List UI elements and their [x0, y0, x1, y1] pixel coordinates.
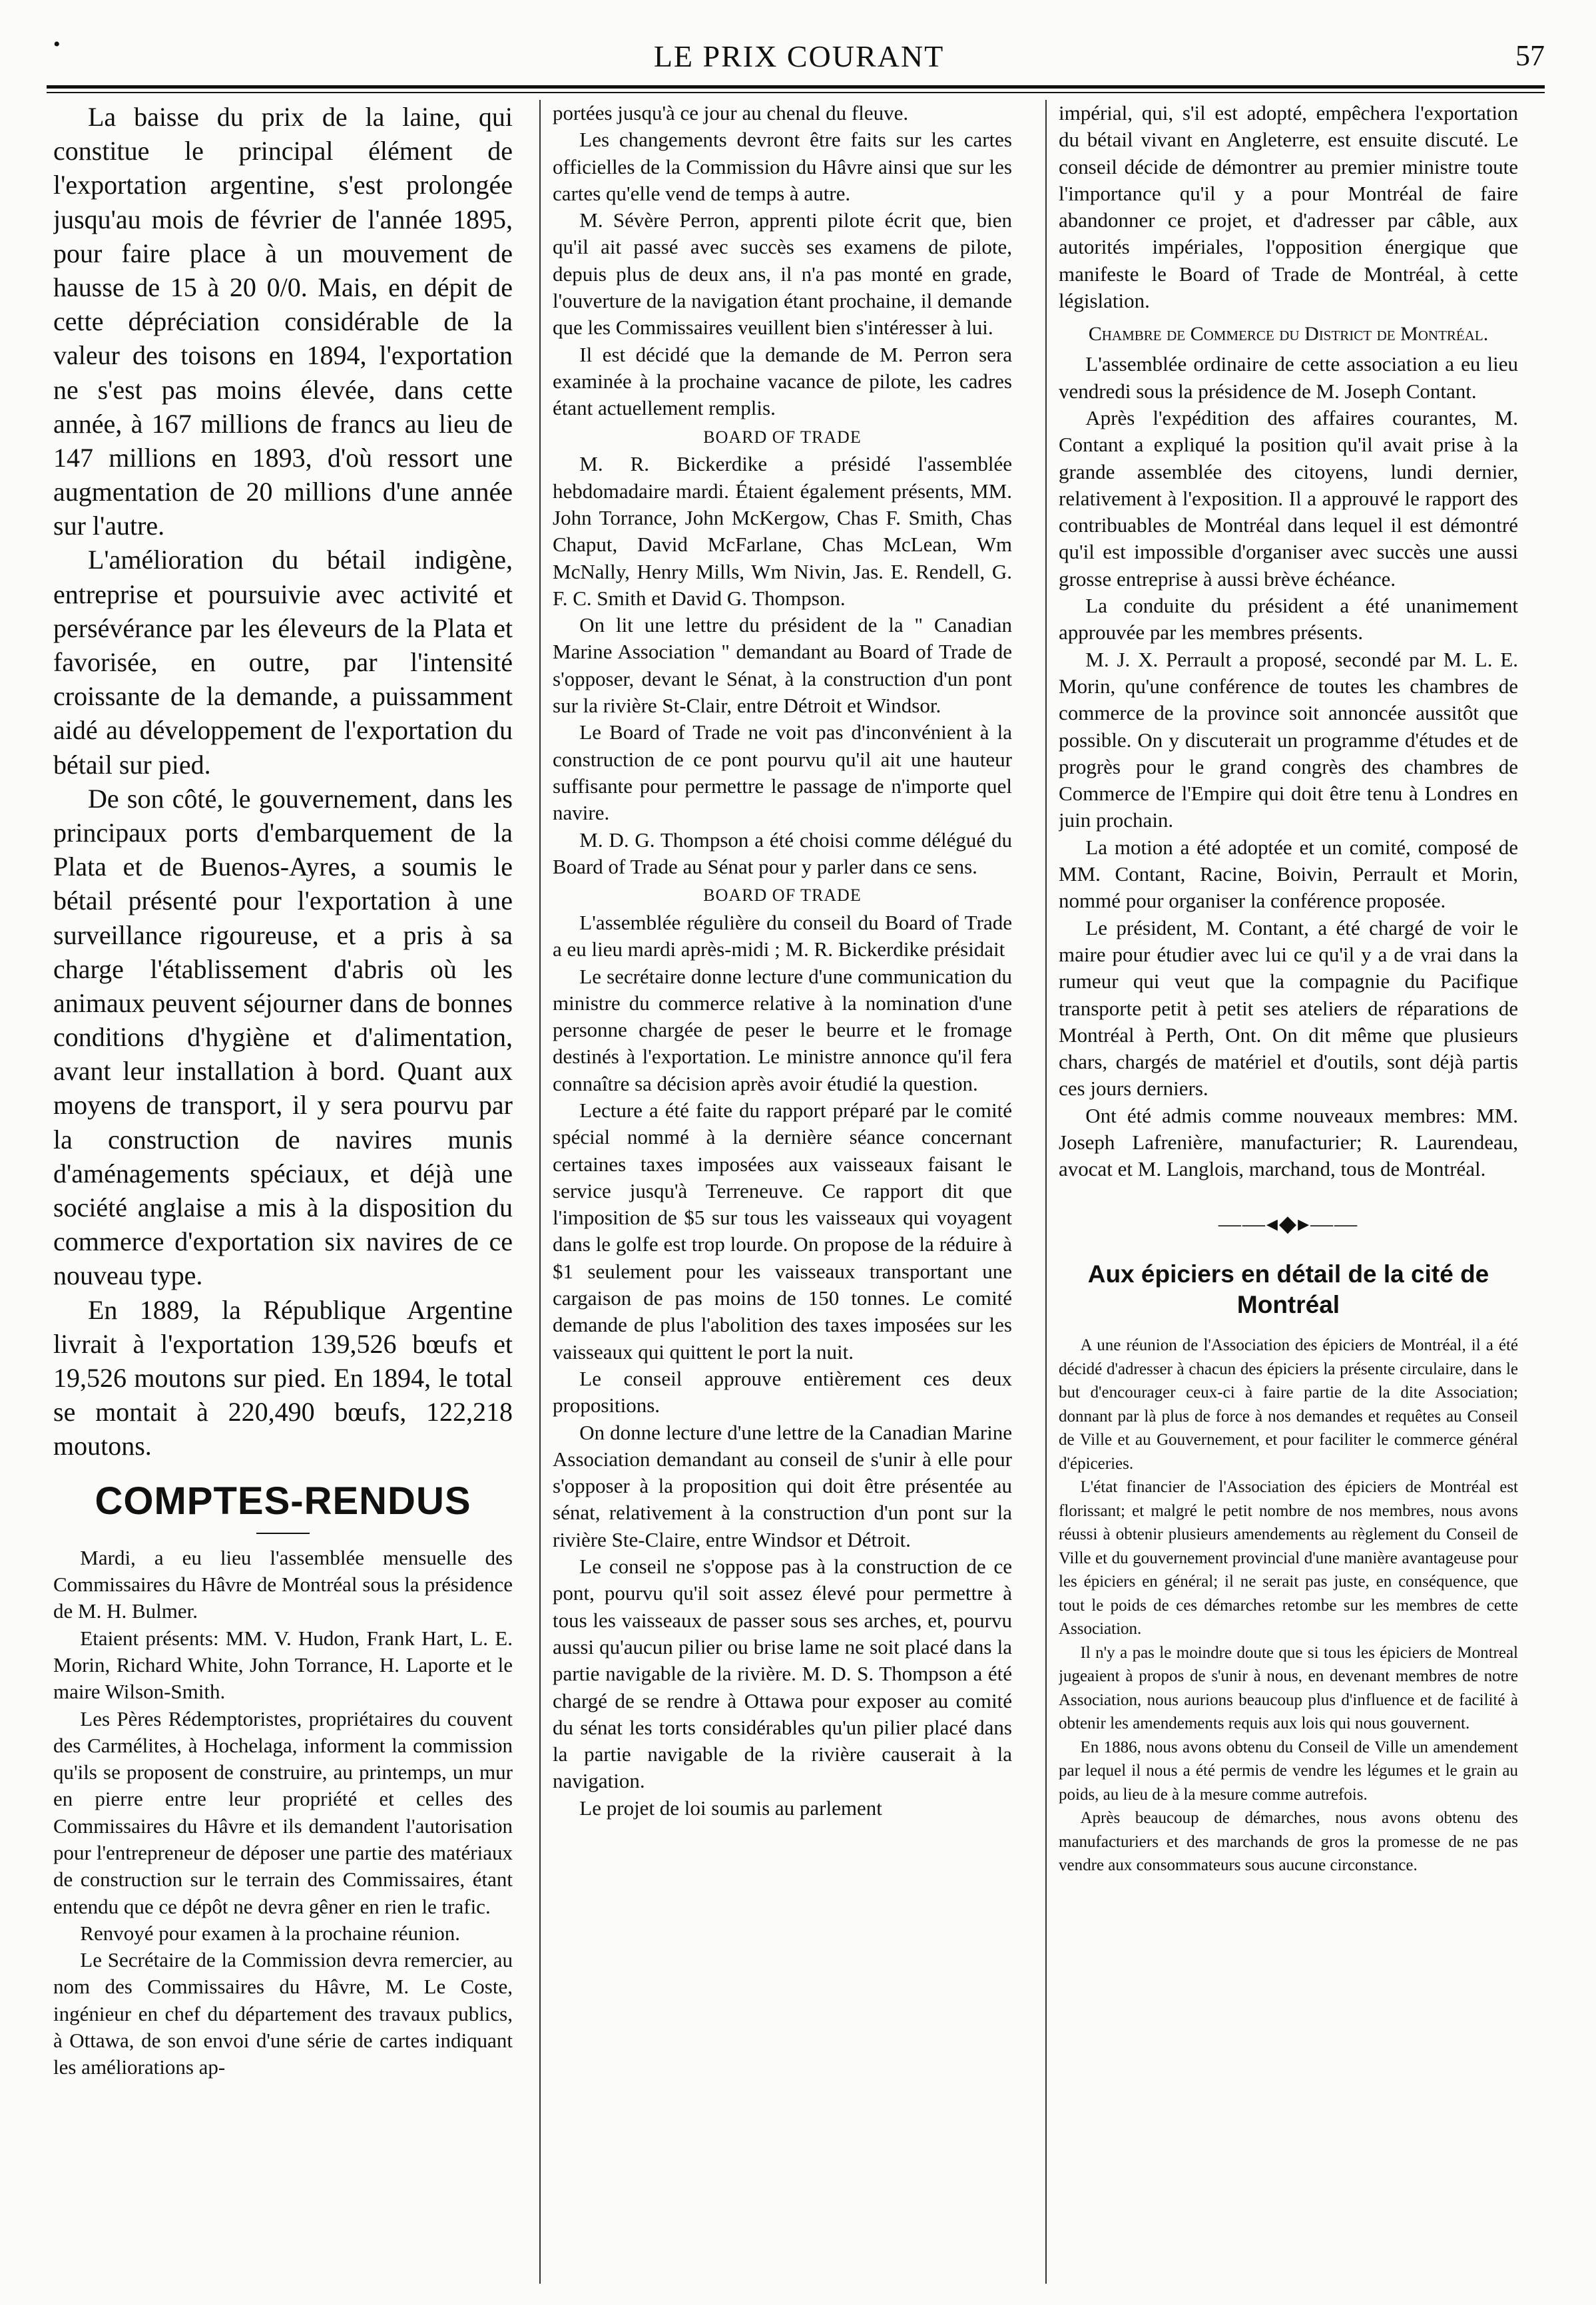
article-paragraph: Le secrétaire donne lecture d'une communication du ministre du commerce relative à la nomination d'une personne chargée de peser le beurre et le fromage destinés à l'exportation. Le ministre annonce qu'il fera connaître sa décision après avoir étudié la question.	[553, 964, 1012, 1095]
column-2	[553, 100, 1012, 2284]
running-title: LE PRIX COURANT	[653, 39, 945, 73]
article-paragraph: Le projet de loi soumis au parlement	[579, 1796, 882, 1820]
article-paragraph: Les Pères Rédemptoristes, propriétaires du couvent des Carmélites, à Hochelaga, informent la commission qu'ils se proposent de construire, au printemps, un mur en pierre entre leur propriété et celles des Commissaires du Hâvre et ils demandent l'autorisation pour l'entrepreneur de déposer une partie des matériaux de construction sur le terrain des Commissaires, étant entendu que ce dépôt ne devra gêner en rien le trafic.	[53, 1706, 513, 1918]
column-1	[53, 100, 513, 2284]
section-heading-epiciers: Aux épiciers en détail de la cité de Montréal	[1087, 1260, 1489, 1319]
article-paragraph: L'état financier de l'Association des épiciers de Montréal est florissant; et malgré le petit nombre de nos membres, nous avons réussi à obtenir plusieurs amendements au règlement du Conseil de Ville et du gouvernement provincial d'une manière avantageuse pour les épiciers en général; il ne serait pas juste, en conséquence, que tout le poids de ces démarches retombe sur les membres de cette Association.	[1059, 1478, 1518, 1639]
article-paragraph: M. Sévère Perron, apprenti pilote écrit que, bien qu'il ait passé avec succès ses examens de pilote, depuis plus de deux ans, il n'a pas monté en grade, l'ouverture de la navigation étant prochaine, il demande que les Commissaires veuillent bien s'intéresser à lui.	[553, 208, 1012, 340]
article-paragraph: Renvoyé pour examen à la prochaine réunion.	[80, 1921, 460, 1945]
article-paragraph: Mardi, a eu lieu l'assemblée mensuelle des Commissaires du Hâvre de Montréal sous la présidence de M. H. Bulmer.	[53, 1545, 513, 1623]
article-paragraph: Ont été admis comme nouveaux membres: MM. Joseph Lafrenière, manufacturier; R. Laurendeau, avocat et M. Langlois, marchand, tous de Montréal.	[1059, 1103, 1518, 1181]
article-paragraph: La motion a été adoptée et un comité, composé de MM. Contant, Racine, Boivin, Perrault et Morin, nommé pour organiser la conférence proposée.	[1059, 835, 1518, 913]
page-header	[53, 27, 1545, 87]
ornament-divider: ——◂◆▸——	[1218, 1211, 1359, 1236]
article-paragraph: La baisse du prix de la laine, qui constitue le principal élément de l'exportation argentine, s'est prolongée jusqu'au mois de février de l'année 1895, pour faire place à un mouvement de hausse de 15 à 20 0/0. Mais, en dépit de cette dépréciation considérable de la valeur des toisons en 1894, l'exportation ne s'est pas moins élevée, dans cette année, à 167 millions de francs au lieu de 147 millions en 1893, d'où ressort une augmentation de 20 millions d'une année sur l'autre.	[53, 102, 513, 541]
article-paragraph: Les changements devront être faits sur les cartes officielles de la Commission du Hâvre ainsi que sur les cartes qu'elle vend de temps à autre.	[553, 128, 1012, 205]
circular-body	[1059, 1334, 1518, 1878]
article-paragraph: En 1886, nous avons obtenu du Conseil de Ville un amendement par lequel il nous a été permis de vendre les légumes et le grain au poids, au lieu de à la mesure comme autrefois.	[1059, 1738, 1518, 1804]
article-paragraph: Après l'expédition des affaires courantes, M. Contant a expliqué la position qu'il avait prise à la grande assemblée des citoyens, lundi dernier, relativement à l'exposition. Il a approuvé le rapport des contribuables de Montréal dans lequel il est démontré qu'il est impossible d'organiser avec succès une aussi grosse entreprise à aussi brève échéance.	[1059, 405, 1518, 591]
article-paragraph: Il est décidé que la demande de M. Perron sera examinée à la prochaine vacance de pilote, les cadres étant actuellement remplis.	[553, 342, 1012, 420]
article-paragraph: La conduite du président a été unanimement approuvée par les membres présents.	[1059, 594, 1518, 644]
article-paragraph: L'amélioration du bétail indigène, entreprise et poursuivie avec activité et persévérance par les éleveurs de la Plata et favorisée, en outre, par l'intensité croissante de la demande, a puissamment aidé au développement de l'exportation du bétail sur pied.	[53, 545, 513, 780]
article-paragraph: M. D. G. Thompson a été choisi comme délégué du Board of Trade au Sénat pour y parler dans ce sens.	[553, 828, 1012, 878]
page-number: 57	[1515, 39, 1545, 72]
article-paragraph: On lit une lettre du président de la " Canadian Marine Association " demandant au Board of Trade de s'opposer, devant le Sénat, à la construction d'un pont sur la rivière St-Clair, entre Détroit et Windsor.	[553, 613, 1012, 718]
article-paragraph: M. R. Bickerdike a présidé l'assemblée hebdomadaire mardi. Étaient également présents, MM. John Torrance, John McKergow, Chas F. Smith, Chas Chaput, David McFarlane, Chas McLean, Wm McNally, Henry Mills, Wm Nivin, Jas. E. Rendell, G. F. C. Smith et David G. Thompson.	[553, 452, 1012, 610]
article-paragraph: Le conseil approuve entièrement ces deux propositions.	[553, 1366, 1012, 1417]
column-separator	[1045, 100, 1047, 2284]
heading-rule	[256, 1533, 310, 1534]
article-paragraph: A une réunion de l'Association des épiciers de Montréal, il a été décidé d'adresser à chacun des épiciers la présente circulaire, dans le but d'encourager ceux-ci à faire partie de la dite Association; donnant par là plus de force à nos demandes et requêtes au Conseil de Ville et au Gouvernement, et pour faciliter le commerce général d'épiceries.	[1059, 1336, 1518, 1473]
board-of-trade-heading: BOARD OF TRADE	[703, 886, 862, 905]
header-rule	[47, 85, 1545, 89]
article-paragraph: En 1889, la République Argentine livrait à l'exportation 139,526 bœufs et 19,526 moutons sur pied. En 1894, le total se montait à 220,490 bœufs, 122,218 moutons.	[53, 1294, 513, 1461]
article-paragraph: Le Secrétaire de la Commission devra remercier, au nom des Commissaires du Hâvre, M. Le Coste, ingénieur en chef du département des travaux publics, à Ottawa, de son envoi d'une série de cartes indiquant les améliorations ap-	[53, 1948, 513, 2079]
article-paragraph: Il n'y a pas le moindre doute que si tous les épiciers de Montreal jugeaient à propos de s'unir à nous, en devenant membres de notre Association, nous aurions beaucoup plus d'influence et de facilité à obtenir les amendements requis aux lois qui nous gouvernent.	[1059, 1643, 1518, 1733]
article-paragraph: De son côté, le gouvernement, dans les principaux ports d'embarquement de la Plata et de Buenos-Ayres, a soumis le bétail présenté pour l'exportation à une surveillance rigoureuse, et a pris à sa charge l'établissement d'abris où les animaux peuvent séjourner dans de bonnes conditions d'hygiène et d'alimentation, avant leur installation à bord. Quant aux moyens de transport, il y sera pourvu par la construction de navires munis d'aménagements spéciaux, et déjà une société anglaise a mis à la disposition du commerce d'exportation six navires de ce nouveau type.	[53, 783, 513, 1291]
comptes-rendus-body	[53, 1545, 513, 2081]
article-paragraph: L'assemblée régulière du conseil du Board of Trade a eu lieu mardi après-midi ; M. R. Bickerdike présidait	[553, 910, 1012, 961]
chamber-of-commerce-heading: Chambre de Commerce du District de Montréal.	[1088, 323, 1489, 346]
article-paragraph: On donne lecture d'une lettre de la Canadian Marine Association demandant au conseil de s'unir à elle pour s'opposer à la proposition qui doit être présentée au sénat, relativement à la construction d'un pont sur la rivière Ste-Claire, entre Windsor et Détroit.	[553, 1420, 1012, 1551]
article-paragraph: portées jusqu'à ce jour au chenal du fleuve.	[553, 101, 909, 125]
board-of-trade-heading: BOARD OF TRADE	[703, 427, 862, 447]
article-paragraph: Après beaucoup de démarches, nous avons obtenu des manufacturiers et des marchands de gros la promesse de ne pas vendre aux consommateurs sous aucune circonstance.	[1059, 1809, 1518, 1875]
article-paragraph: M. J. X. Perrault a proposé, secondé par M. L. E. Morin, qu'une conférence de toutes les chambres de commerce de la province soit annoncée aussitôt que possible. On y discuterait un programme d'études et de progrès pour le grand congrès des chambres de Commerce de l'Empire qui doit être tenu à Londres en juin prochain.	[1059, 647, 1518, 832]
article-paragraph: Le conseil ne s'oppose pas à la construction de ce pont, pourvu qu'il soit assez élevé pour permettre à tous les vaisseaux de passer sous ses arches, et, pourvu aussi qu'aucun pilier ou brise lame ne soit placé dans la partie navigable de la rivière. M. D. S. Thompson a été chargé de se rendre à Ottawa pour exposer au comité du sénat les torts considérables qu'un pilier placé dans la partie navigable de la rivière causerait à la navigation.	[553, 1555, 1012, 1793]
article-paragraph: L'assemblée ordinaire de cette association a eu lieu vendredi sous la présidence de M. Joseph Contant.	[1059, 352, 1518, 403]
column-3	[1059, 100, 1518, 2284]
article-paragraph: Le Board of Trade ne voit pas d'inconvénient à la construction de ce pont pourvu qu'il ait une hauteur suffisante pour permettre le passage de n'importe quel navire.	[553, 720, 1012, 825]
column-separator	[539, 100, 541, 2284]
article-paragraph: Le président, M. Contant, a été chargé de voir le maire pour étudier avec lui ce qu'il y a de vrai dans la rumeur qui veut que la compagnie du Pacifique transporte petit à petit ses ateliers de réparations de Montréal à Perth, Ont. On dit même que plusieurs chars, chargés de matériel et d'outils, sont déjà partis ces jours derniers.	[1059, 915, 1518, 1101]
header-rule-thin	[47, 92, 1545, 93]
article-paragraph: Etaient présents: MM. V. Hudon, Frank Hart, L. E. Morin, Richard White, John Torrance, H. Laporte et le maire Wilson-Smith.	[53, 1626, 513, 1704]
header-mark: •	[53, 33, 61, 55]
article-paragraph: impérial, qui, s'il est adopté, empêchera l'exportation du bétail vivant en Angleterre, est ensuite discuté. Le conseil décide de démontrer au premier ministre toute l'importance qu'il y a pour Montréal de faire abandonner ce projet, et d'adresser par câble, aux autorités impériales, l'opposition énergique que manifeste le Board of Trade de Montréal, à cette législation.	[1059, 101, 1518, 313]
article-paragraph: Lecture a été faite du rapport préparé par le comité spécial nommé à la dernière séance concernant certaines taxes imposées aux vaisseaux faisant le service jusqu'à Terreneuve. Ce rapport dit que l'imposition de $5 sur tous les vaisseaux qui voyagent dans le golfe est trop lourde. On propose de la réduire à $1 seulement pour les vaisseaux transportant une cargaison de pas moins de 150 tonnes. Le comité demande de plus l'abolition des taxes imposées sur les vaisseaux qui quittent le port la nuit.	[553, 1098, 1012, 1364]
section-heading-comptes-rendus: COMPTES-RENDUS	[95, 1479, 471, 1523]
